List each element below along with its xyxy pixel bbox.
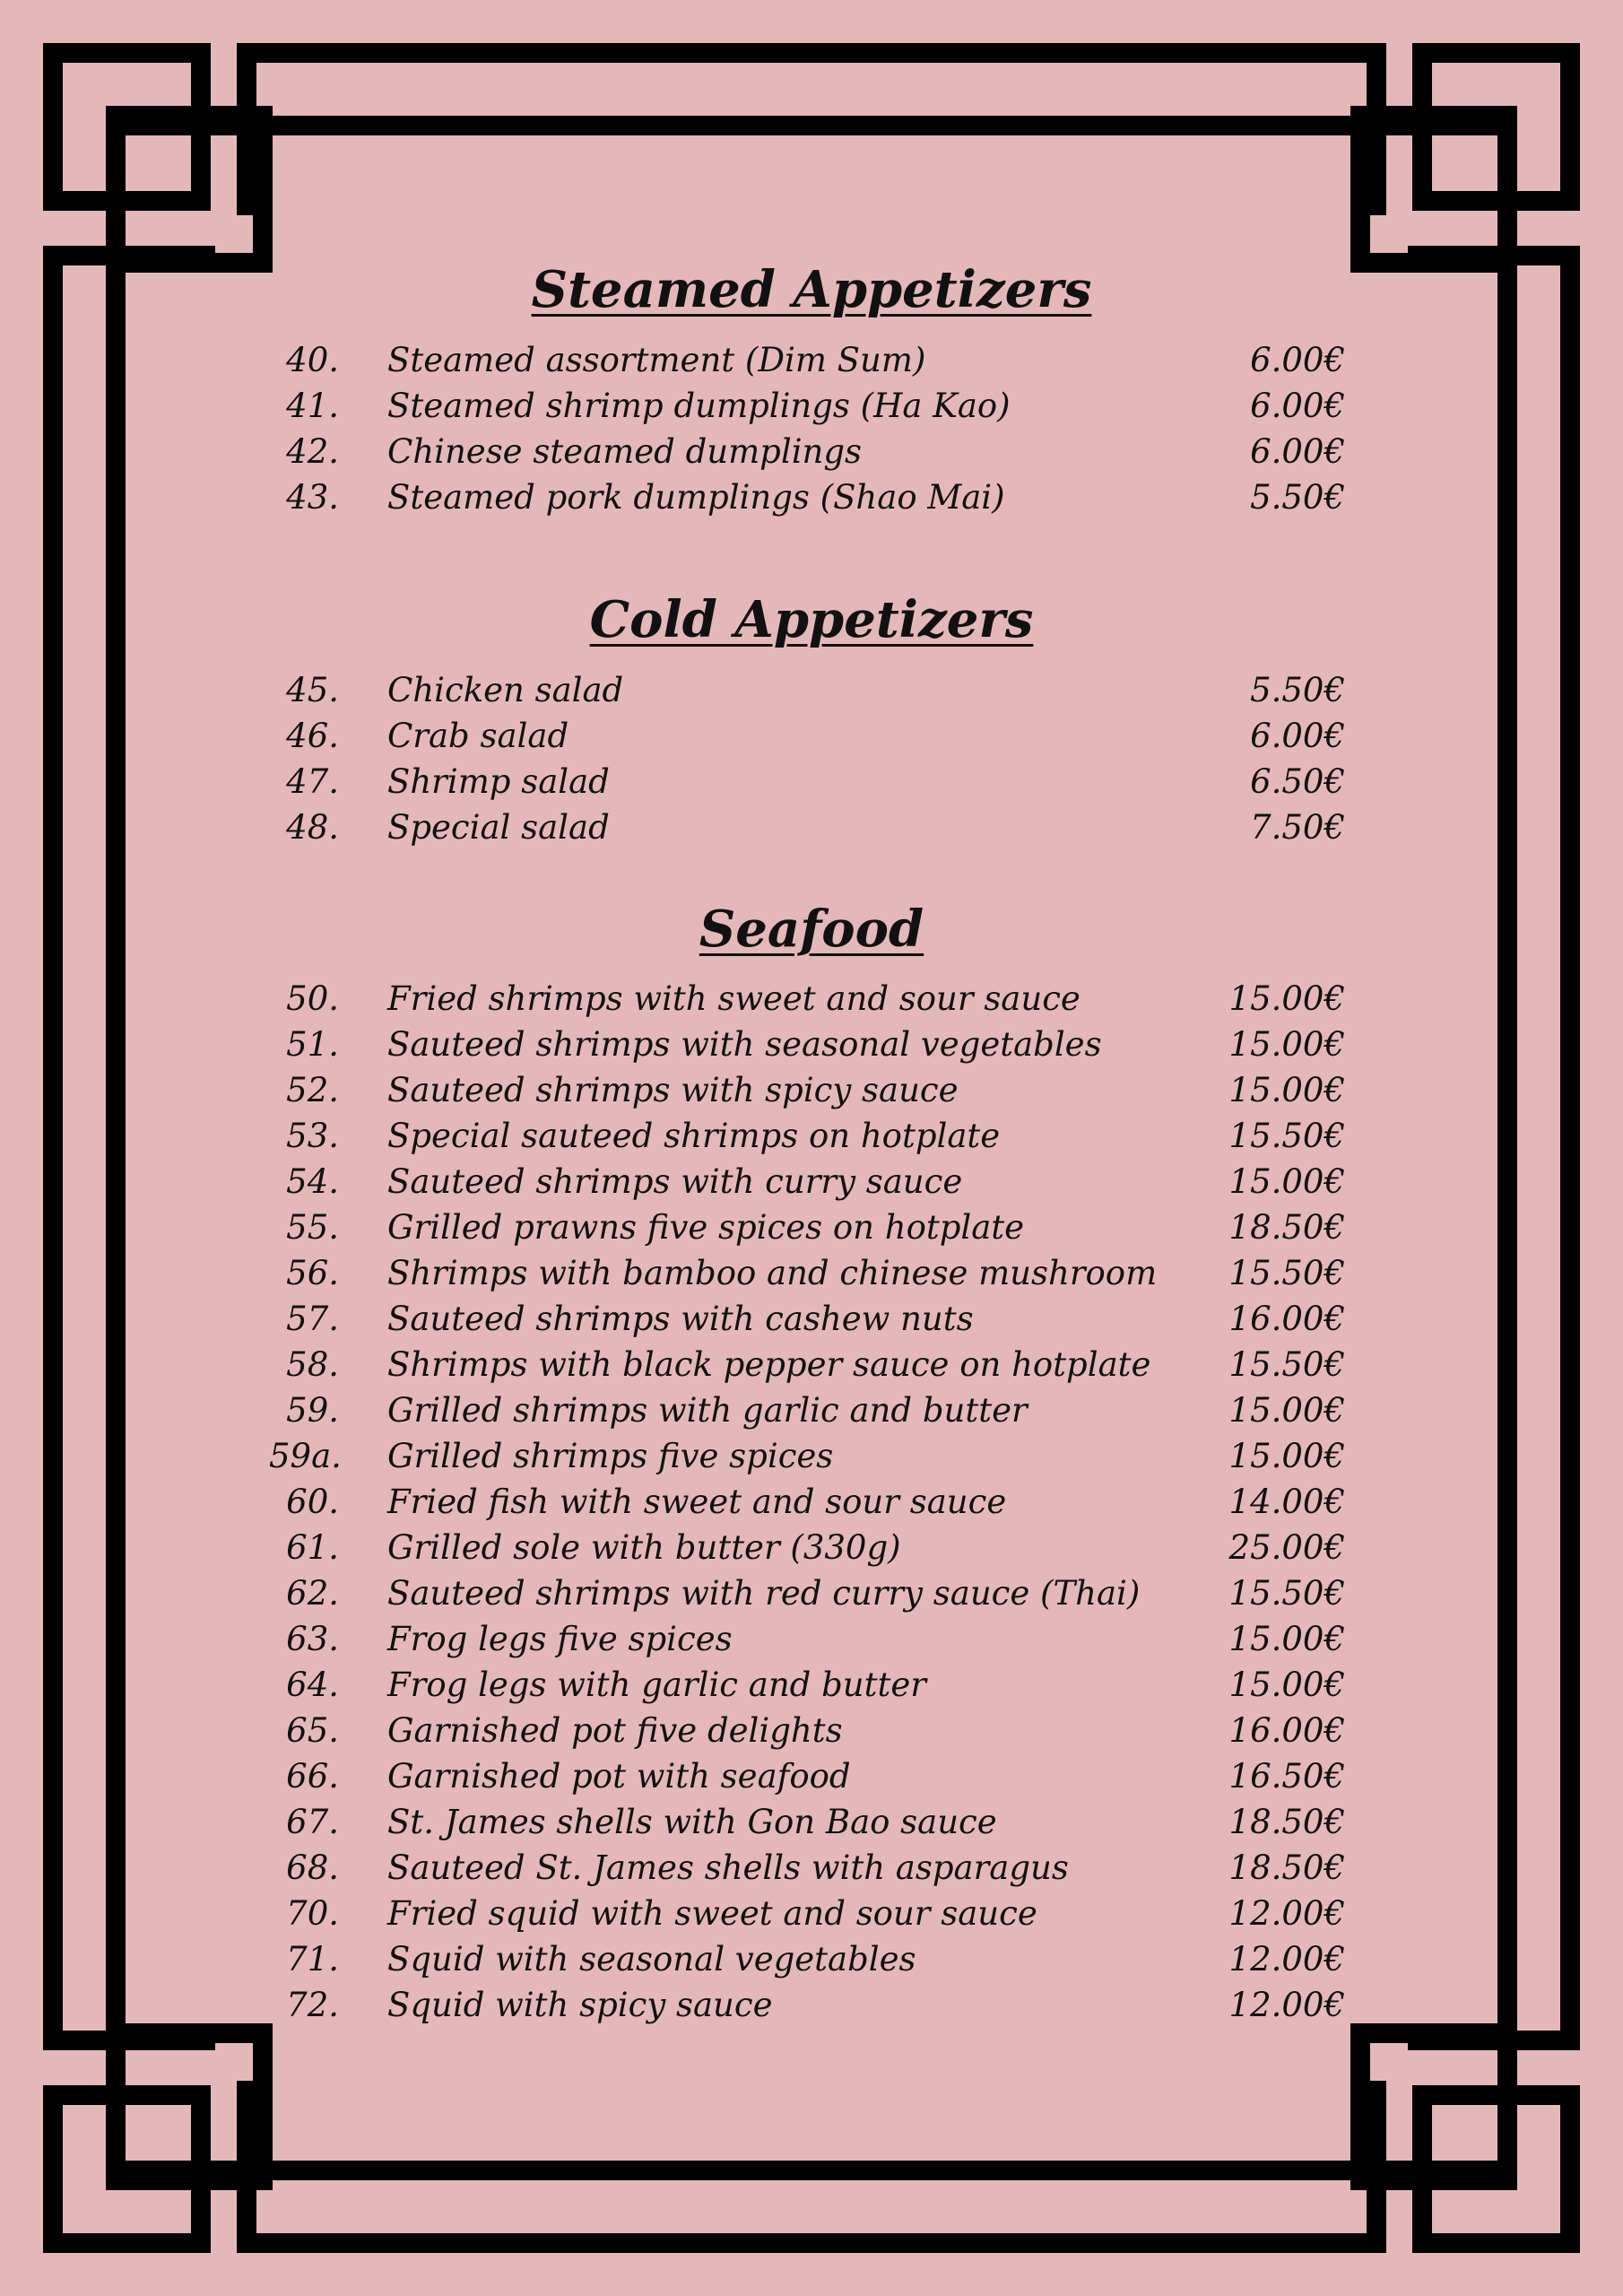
- item-price: 5.50€: [1250, 478, 1345, 517]
- menu-item: [0, 429, 1623, 474]
- item-name: Special sauteed shrimps on hotplate: [387, 1117, 1001, 1155]
- item-name: Frog legs five spices: [387, 1620, 733, 1658]
- item-price: 15.50€: [1228, 1345, 1345, 1384]
- item-number: 64.: [286, 1665, 339, 1704]
- item-number: 66.: [286, 1757, 339, 1796]
- item-price: 15.00€: [1228, 1391, 1345, 1430]
- item-number: 50.: [286, 979, 339, 1018]
- item-name: Fried fish with sweet and sour sauce: [387, 1483, 1007, 1521]
- item-number: 43.: [286, 478, 339, 517]
- item-number: 57.: [286, 1300, 339, 1338]
- item-name: Steamed assortment (Dim Sum): [387, 341, 926, 379]
- item-price: 15.00€: [1228, 1162, 1345, 1201]
- item-price: 18.50€: [1228, 1848, 1345, 1887]
- item-name: Garnished pot five delights: [387, 1711, 843, 1750]
- item-name: Shrimps with bamboo and chinese mushroom: [387, 1254, 1158, 1292]
- menu-item: [0, 474, 1623, 520]
- item-number: 63.: [286, 1620, 339, 1658]
- item-name: Sauteed St. James shells with asparagus: [387, 1848, 1069, 1887]
- item-number: 45.: [286, 671, 339, 709]
- section-title-seafood: Seafood: [699, 900, 924, 959]
- item-number: 46.: [286, 717, 339, 755]
- item-number: 47.: [286, 762, 339, 801]
- item-name: Sauteed shrimps with seasonal vegetables: [387, 1025, 1102, 1064]
- item-number: 71.: [286, 1940, 339, 1979]
- item-name: Chicken salad: [387, 671, 624, 709]
- item-price: 12.00€: [1228, 1986, 1345, 2024]
- item-name: Fried squid with sweet and sour sauce: [387, 1894, 1037, 1933]
- item-number: 55.: [286, 1208, 339, 1247]
- menu-item: [0, 1616, 1623, 1662]
- menu-item: [0, 1205, 1623, 1250]
- menu-item: [0, 1342, 1623, 1387]
- item-name: Special salad: [387, 808, 610, 847]
- menu-item: [0, 1250, 1623, 1296]
- item-price: 15.50€: [1228, 1117, 1345, 1155]
- item-name: Squid with seasonal vegetables: [387, 1940, 916, 1979]
- menu-item: [0, 1022, 1623, 1067]
- menu-item: [0, 1525, 1623, 1570]
- item-number: 67.: [286, 1803, 339, 1841]
- item-number: 70.: [286, 1894, 339, 1933]
- menu-item: [0, 383, 1623, 429]
- item-price: 16.00€: [1228, 1300, 1345, 1338]
- item-name: Chinese steamed dumplings: [387, 432, 863, 471]
- menu-item: [0, 1662, 1623, 1708]
- item-price: 7.50€: [1250, 808, 1345, 847]
- item-number: 40.: [286, 341, 339, 379]
- item-price: 15.00€: [1228, 1665, 1345, 1704]
- item-price: 6.00€: [1250, 432, 1345, 471]
- item-number: 60.: [286, 1483, 339, 1521]
- item-name: Steamed pork dumplings (Shao Mai): [387, 478, 1005, 517]
- menu-item: [0, 1296, 1623, 1342]
- item-number: 48.: [286, 808, 339, 847]
- section-title-cold: Cold Appetizers: [589, 590, 1034, 649]
- section-title-steamed: Steamed Appetizers: [531, 260, 1092, 319]
- menu-item: [0, 976, 1623, 1022]
- item-price: 16.00€: [1228, 1711, 1345, 1750]
- item-price: 16.50€: [1228, 1757, 1345, 1796]
- menu-item: [0, 1067, 1623, 1113]
- menu-item: [0, 667, 1623, 713]
- item-name: Grilled shrimps five spices: [387, 1437, 834, 1475]
- item-price: 18.50€: [1228, 1803, 1345, 1841]
- item-price: 14.00€: [1228, 1483, 1345, 1521]
- item-number: 41.: [286, 387, 339, 425]
- item-name: Sauteed shrimps with spicy sauce: [387, 1071, 959, 1109]
- item-price: 6.00€: [1250, 341, 1345, 379]
- item-name: Grilled prawns five spices on hotplate: [387, 1208, 1025, 1247]
- item-number: 42.: [286, 432, 339, 471]
- item-price: 15.00€: [1228, 1025, 1345, 1064]
- menu-item: [0, 1799, 1623, 1845]
- item-number: 56.: [286, 1254, 339, 1292]
- menu-item: [0, 1113, 1623, 1159]
- menu-item: [0, 1708, 1623, 1753]
- item-price: 15.50€: [1228, 1574, 1345, 1613]
- item-name: Grilled sole with butter (330g): [387, 1528, 901, 1567]
- item-price: 15.50€: [1228, 1254, 1345, 1292]
- menu-item: [0, 759, 1623, 804]
- item-name: Sauteed shrimps with red curry sauce (Thai): [387, 1574, 1141, 1613]
- item-price: 6.00€: [1250, 387, 1345, 425]
- menu-item: [0, 1753, 1623, 1799]
- item-price: 15.00€: [1228, 1620, 1345, 1658]
- item-name: Sauteed shrimps with cashew nuts: [387, 1300, 974, 1338]
- item-number: 62.: [286, 1574, 339, 1613]
- item-price: 6.00€: [1250, 717, 1345, 755]
- item-price: 15.00€: [1228, 979, 1345, 1018]
- item-name: Garnished pot with seafood: [387, 1757, 851, 1796]
- item-number: 59a.: [269, 1437, 342, 1475]
- item-price: 18.50€: [1228, 1208, 1345, 1247]
- item-number: 58.: [286, 1345, 339, 1384]
- item-name: Frog legs with garlic and butter: [387, 1665, 926, 1704]
- menu-item: [0, 804, 1623, 850]
- item-name: Fried shrimps with sweet and sour sauce: [387, 979, 1081, 1018]
- item-price: 15.00€: [1228, 1437, 1345, 1475]
- item-name: Squid with spicy sauce: [387, 1986, 773, 2024]
- menu-item: [0, 1982, 1623, 2028]
- item-price: 5.50€: [1250, 671, 1345, 709]
- menu-item: [0, 1433, 1623, 1479]
- item-price: 12.00€: [1228, 1894, 1345, 1933]
- item-name: Shrimps with black pepper sauce on hotplate: [387, 1345, 1151, 1384]
- item-name: Crab salad: [387, 717, 569, 755]
- menu-item: [0, 1479, 1623, 1525]
- item-number: 72.: [286, 1986, 339, 2024]
- menu-item: [0, 1845, 1623, 1891]
- menu-item: [0, 713, 1623, 759]
- menu-item: [0, 337, 1623, 383]
- item-number: 65.: [286, 1711, 339, 1750]
- item-price: 15.00€: [1228, 1071, 1345, 1109]
- item-number: 68.: [286, 1848, 339, 1887]
- item-name: St. James shells with Gon Bao sauce: [387, 1803, 997, 1841]
- item-price: 25.00€: [1228, 1528, 1345, 1567]
- item-number: 59.: [286, 1391, 339, 1430]
- item-number: 53.: [286, 1117, 339, 1155]
- menu-item: [0, 1570, 1623, 1616]
- item-name: Sauteed shrimps with curry sauce: [387, 1162, 963, 1201]
- item-number: 51.: [286, 1025, 339, 1064]
- menu-item: [0, 1387, 1623, 1433]
- item-number: 52.: [286, 1071, 339, 1109]
- menu-item: [0, 1159, 1623, 1205]
- menu-item: [0, 1936, 1623, 1982]
- item-name: Grilled shrimps with garlic and butter: [387, 1391, 1028, 1430]
- menu-item: [0, 1891, 1623, 1936]
- item-number: 61.: [286, 1528, 339, 1567]
- item-name: Shrimp salad: [387, 762, 610, 801]
- item-price: 12.00€: [1228, 1940, 1345, 1979]
- item-number: 54.: [286, 1162, 339, 1201]
- item-name: Steamed shrimp dumplings (Ha Kao): [387, 387, 1011, 425]
- item-price: 6.50€: [1250, 762, 1345, 801]
